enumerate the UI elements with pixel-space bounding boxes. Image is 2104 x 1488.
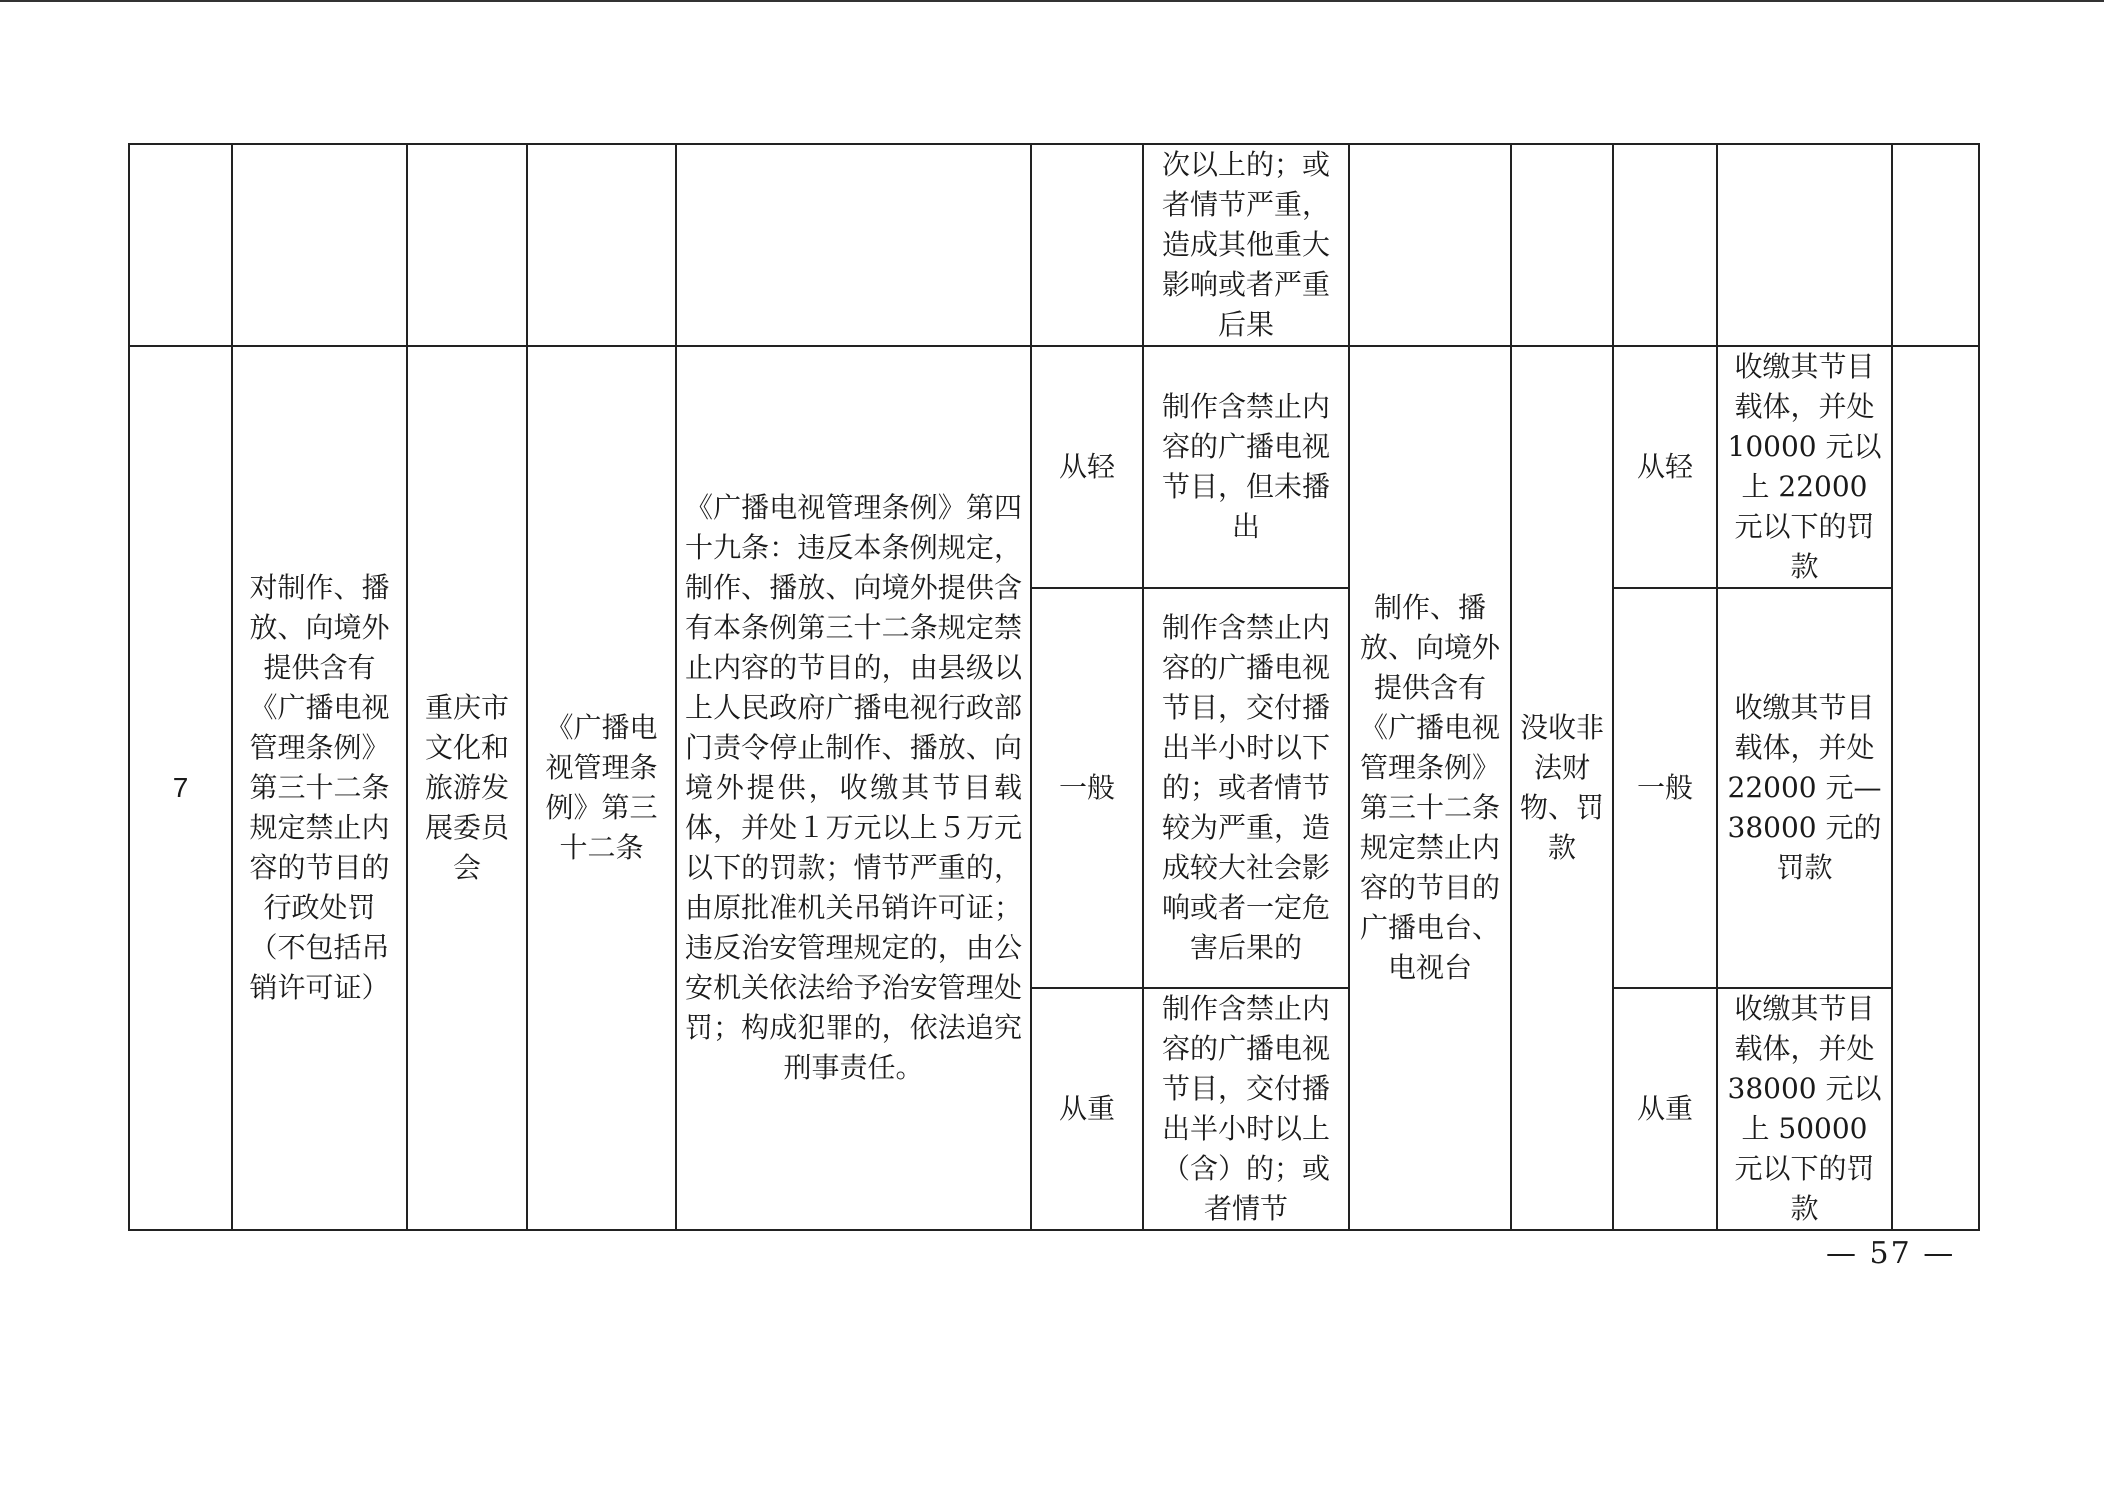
grade-detail: 收缴其节目载体，并处 22000 元—38000 元的罚款 [1717, 588, 1892, 988]
page-number: — 57 — [1826, 1236, 1956, 1271]
level-standard: 制作含禁止内容的广播电视节目，交付播出半小时以上（含）的；或者情节 [1143, 988, 1349, 1230]
prev-agency-cell [407, 144, 527, 346]
grade-label: 从重 [1613, 988, 1717, 1230]
prev-standard-cell: 次以上的；或者情节严重，造成其他重大影响或者严重后果 [1143, 144, 1349, 346]
penalty-standard-table [128, 143, 1980, 1231]
prev-matter-cell [232, 144, 407, 346]
prev-detail-cell [1717, 144, 1892, 346]
prev-provision-cell [676, 144, 1031, 346]
item-penalty-provision: 《广播电视管理条例》第四十九条：违反本条例规定，制作、播放、向境外提供含有本条例第三十二条规定禁止内容的节目的，由县级以上人民政府广播电视行政部门责令停止制作、播放、向境外提供，收缴其节目载体，并处１万元以上５万元以下的罚款；情节严重的，由原批准机关吊销许可证；违反治安管理规定的，由公安机关依法给予治安管理处罚；构成犯罪的，依法追究刑事责任。 [676, 346, 1031, 1230]
prev-number-cell [129, 144, 232, 346]
item-agency: 重庆市文化和旅游发展委员会 [407, 346, 527, 1230]
item-violation-type: 制作、播放、向境外提供含有《广播电视管理条例》第三十二条规定禁止内容的节目的广播电台、电视台 [1349, 346, 1511, 1230]
item-basis: 《广播电视管理条例》第三十二条 [527, 346, 676, 1230]
continued-row [129, 144, 1979, 346]
prev-penalty-type-cell [1511, 144, 1613, 346]
grade-detail: 收缴其节目载体，并处 38000 元以上 50000 元以下的罚款 [1717, 988, 1892, 1230]
level-label: 从轻 [1031, 346, 1143, 588]
item-number: 7 [129, 346, 232, 1230]
item-remark [1892, 346, 1979, 1230]
prev-basis-cell [527, 144, 676, 346]
level-standard: 制作含禁止内容的广播电视节目，交付播出半小时以下的；或者情节较为严重，造成较大社会影响或者一定危害后果的 [1143, 588, 1349, 988]
item-penalty-type: 没收非法财物、罚款 [1511, 346, 1613, 1230]
grade-detail: 收缴其节目载体，并处 10000 元以上 22000 元以下的罚款 [1717, 346, 1892, 588]
table-row [129, 346, 1979, 588]
top-rule [0, 0, 2104, 2]
item-matter: 对制作、播放、向境外提供含有《广播电视管理条例》第三十二条规定禁止内容的节目的行政处罚（不包括吊销许可证） [232, 346, 407, 1230]
prev-level-cell [1031, 144, 1143, 346]
level-label: 一般 [1031, 588, 1143, 988]
level-standard: 制作含禁止内容的广播电视节目，但未播出 [1143, 346, 1349, 588]
level-label: 从重 [1031, 988, 1143, 1230]
prev-violation-cell [1349, 144, 1511, 346]
grade-label: 一般 [1613, 588, 1717, 988]
prev-remark-cell [1892, 144, 1979, 346]
prev-grade-cell [1613, 144, 1717, 346]
grade-label: 从轻 [1613, 346, 1717, 588]
